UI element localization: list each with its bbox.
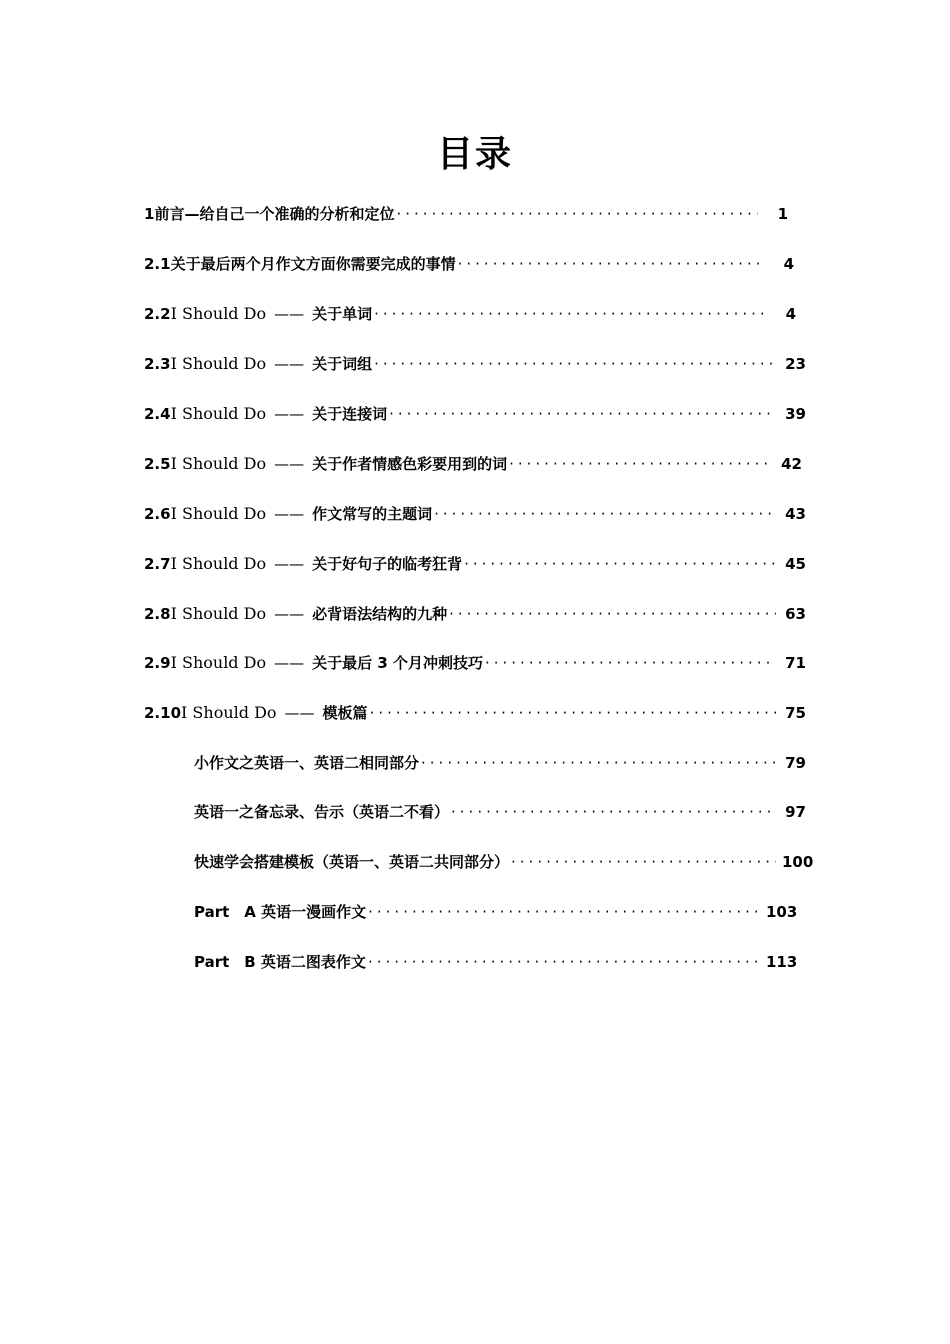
- entry-title: 关于作者情感色彩要用到的词: [312, 455, 508, 473]
- toc-subentry-memo[interactable]: [194, 801, 806, 825]
- entry-title: 作文常写的主题词: [312, 505, 433, 523]
- dot-leader: [374, 355, 776, 373]
- toc-entry-2-4[interactable]: [144, 403, 806, 427]
- entry-title: Part B 英语二图表作文: [194, 953, 366, 971]
- dot-leader: [509, 455, 772, 473]
- entry-title: 关于连接词: [312, 405, 388, 423]
- entry-page: 97: [785, 803, 806, 821]
- entry-page: 113: [766, 953, 798, 971]
- toc-entry-2-7[interactable]: [144, 553, 806, 577]
- dot-leader: [370, 704, 776, 722]
- toc-entry-2-9[interactable]: [144, 652, 806, 676]
- toc-subentry-small-essay[interactable]: [194, 752, 806, 776]
- dot-leader: [464, 555, 776, 573]
- entry-english: I Should Do: [170, 604, 267, 623]
- dot-leader: [389, 405, 776, 423]
- entry-title: 关于好句子的临考狂背: [312, 555, 463, 573]
- entry-title: 必背语法结构的九种: [312, 605, 448, 623]
- entry-page: 23: [785, 355, 806, 373]
- toc-entry-2-8[interactable]: [144, 603, 806, 627]
- entry-page: 63: [785, 605, 806, 623]
- entry-number: 2.5: [144, 455, 171, 473]
- entry-dash: ——: [274, 455, 305, 473]
- entry-number: 2.4: [144, 405, 171, 423]
- entry-english: I Should Do: [170, 404, 267, 423]
- entry-number: 2.3: [144, 355, 171, 373]
- dot-leader: [451, 803, 776, 821]
- entry-title: 关于单词: [312, 305, 373, 323]
- entry-dash: ——: [274, 305, 305, 323]
- entry-dash: ——: [274, 355, 305, 373]
- entry-title: 小作文之英语一、英语二相同部分: [194, 754, 420, 772]
- dot-leader: [449, 605, 776, 623]
- toc-subentry-template[interactable]: [194, 851, 814, 875]
- entry-page: 103: [766, 903, 798, 921]
- entry-title: 关于最后 3 个月冲刺技巧: [312, 654, 483, 672]
- entry-dash: ——: [274, 505, 305, 523]
- entry-title: 关于词组: [312, 355, 373, 373]
- dot-leader: [458, 255, 764, 273]
- entry-title: 前言—给自己一个准确的分析和定位: [154, 205, 395, 223]
- dot-leader: [421, 754, 776, 772]
- entry-title: 快速学会搭建模板（英语一、英语二共同部分）: [194, 853, 510, 871]
- entry-page: 1: [777, 205, 788, 223]
- entry-title: 英语一之备忘录、告示（英语二不看）: [194, 803, 450, 821]
- entry-number: 2.7: [144, 555, 171, 573]
- dot-leader: [434, 505, 776, 523]
- entry-title: 关于最后两个月作文方面你需要完成的事情: [170, 255, 456, 273]
- dot-leader: [374, 305, 766, 323]
- entry-page: 4: [783, 255, 794, 273]
- entry-page: 4: [785, 305, 796, 323]
- dot-leader: [511, 853, 776, 871]
- page-title: 目录: [436, 134, 513, 175]
- entry-dash: ——: [274, 555, 305, 573]
- entry-dash: ——: [284, 704, 315, 722]
- toc-entry-2-1[interactable]: [144, 253, 794, 277]
- entry-page: 39: [785, 405, 806, 423]
- toc-subentry-part-b[interactable]: [194, 951, 798, 975]
- toc-entry-2-3[interactable]: [144, 353, 806, 377]
- entry-english: I Should Do: [181, 703, 277, 722]
- entry-number: 1: [144, 205, 155, 223]
- entry-dash: ——: [274, 605, 305, 623]
- dot-leader: [368, 953, 760, 971]
- entry-english: I Should Do: [170, 354, 267, 373]
- entry-title: 模板篇: [322, 704, 368, 722]
- entry-number: 2.9: [144, 654, 171, 672]
- entry-page: 42: [781, 455, 802, 473]
- dot-leader: [396, 205, 758, 223]
- entry-number: 2.1: [144, 255, 171, 273]
- entry-dash: ——: [274, 654, 305, 672]
- entry-page: 100: [782, 853, 814, 871]
- toc-entry-2-10[interactable]: [144, 702, 806, 726]
- entry-english: I Should Do: [170, 504, 267, 523]
- entry-page: 71: [785, 654, 806, 672]
- entry-page: 79: [785, 754, 806, 772]
- entry-number: 2.8: [144, 605, 171, 623]
- toc-entry-2-6[interactable]: [144, 503, 806, 527]
- toc-subentry-part-a[interactable]: [194, 901, 798, 925]
- dot-leader: [485, 654, 776, 672]
- entry-page: 75: [785, 704, 806, 722]
- entry-number: 2.2: [144, 305, 171, 323]
- toc-entry-2-5[interactable]: [144, 453, 802, 477]
- entry-page: 45: [785, 555, 806, 573]
- entry-dash: ——: [274, 405, 305, 423]
- toc-entry-2-2[interactable]: [144, 303, 796, 327]
- entry-english: I Should Do: [170, 653, 267, 672]
- entry-english: I Should Do: [170, 304, 267, 323]
- toc-entry-1[interactable]: [144, 203, 788, 227]
- entry-page: 43: [785, 505, 806, 523]
- entry-english: I Should Do: [170, 454, 267, 473]
- entry-english: I Should Do: [170, 554, 267, 573]
- entry-number: 2.10: [144, 704, 182, 722]
- entry-number: 2.6: [144, 505, 171, 523]
- entry-title: Part A 英语一漫画作文: [194, 903, 367, 921]
- dot-leader: [368, 903, 760, 921]
